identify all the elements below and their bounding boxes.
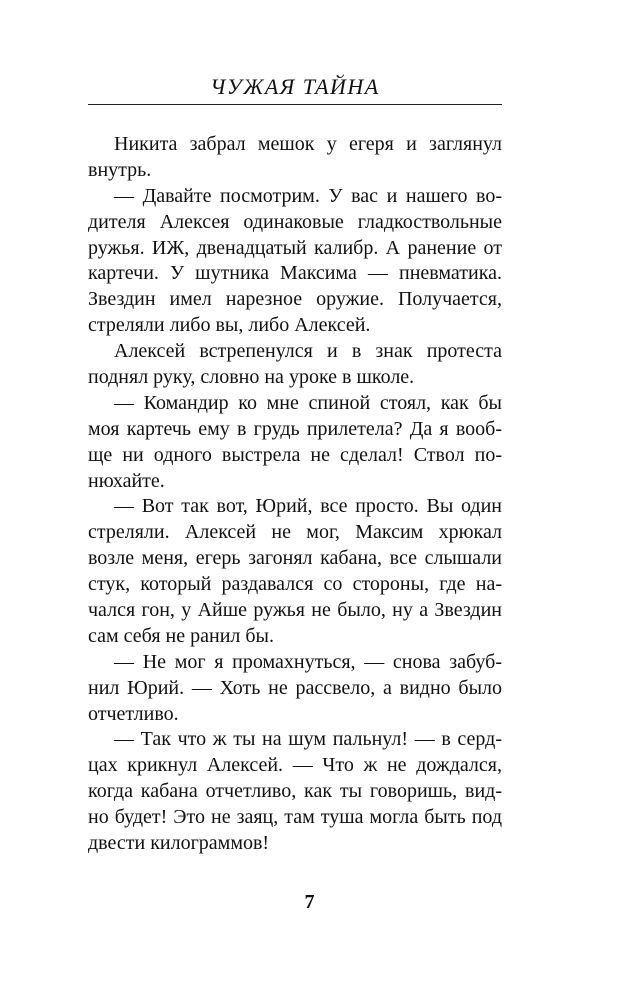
- text-line: — Не мог я промахнуться, — снова забуб-: [114, 650, 502, 673]
- text-line: но будет! Это не заяц, там туша могла быть под: [88, 806, 502, 829]
- text-line: — Вот так вот, Юрий, все просто. Вы один: [114, 495, 502, 518]
- running-head: ЧУЖАЯ ТАЙНА: [210, 74, 380, 99]
- text-line: стреляли либо вы, либо Алексей.: [88, 314, 371, 337]
- text-line: внутрь.: [88, 158, 152, 181]
- text-line: когда кабана отчетливо, как ты говоришь, вид-: [88, 780, 502, 803]
- text-line: двести килограммов!: [88, 832, 270, 855]
- text-line: отчетливо.: [88, 702, 179, 725]
- text-line: Алексей встрепенулся и в знак протеста: [114, 340, 502, 363]
- text-line: — Так что ж ты на шум пальнул! — в серд-: [114, 728, 502, 751]
- text-line: — Давайте посмотрим. У вас и нашего во-: [114, 184, 502, 207]
- text-line: сам себя не ранил бы.: [88, 624, 274, 647]
- text-line: цах крикнул Алексей. — Что ж не дождался,: [88, 754, 502, 777]
- text-line: Звездин имел нарезное оружие. Получается,: [88, 288, 502, 311]
- text-line: картечи. У шутника Максима — пневматика.: [88, 262, 502, 285]
- text-line: поднял руку, словно на уроке в школе.: [88, 366, 415, 389]
- page-number: 7: [304, 891, 315, 913]
- text-line: нюхайте.: [88, 469, 165, 492]
- text-line: дителя Алексея одинаковые гладкоствольные: [88, 210, 502, 233]
- text-line: нил Юрий. — Хоть не рассвело, а видно было: [88, 676, 502, 699]
- body-text: [88, 132, 502, 857]
- text-line: возле меня, егерь загонял кабана, все слышали: [88, 547, 502, 570]
- text-line: Никита забрал мешок у егеря и заглянул: [114, 133, 502, 155]
- header-rule: [88, 104, 502, 105]
- text-line: — Командир ко мне спиной стоял, как бы: [114, 391, 502, 414]
- text-line: чался гон, у Айше ружья не было, ну а Звездин: [88, 599, 502, 622]
- text-line: ще ни одного выстрела не сделал! Ствол по-: [88, 443, 502, 466]
- text-line: моя картечь ему в грудь прилетела? Да я вооб-: [88, 417, 502, 440]
- text-line: стреляли. Алексей не мог, Максим хрюкал: [88, 521, 502, 544]
- text-line: ружья. ИЖ, двенадцатый калибр. А ранение от: [88, 236, 502, 259]
- text-line: стук, который раздавался со стороны, где на-: [88, 573, 502, 596]
